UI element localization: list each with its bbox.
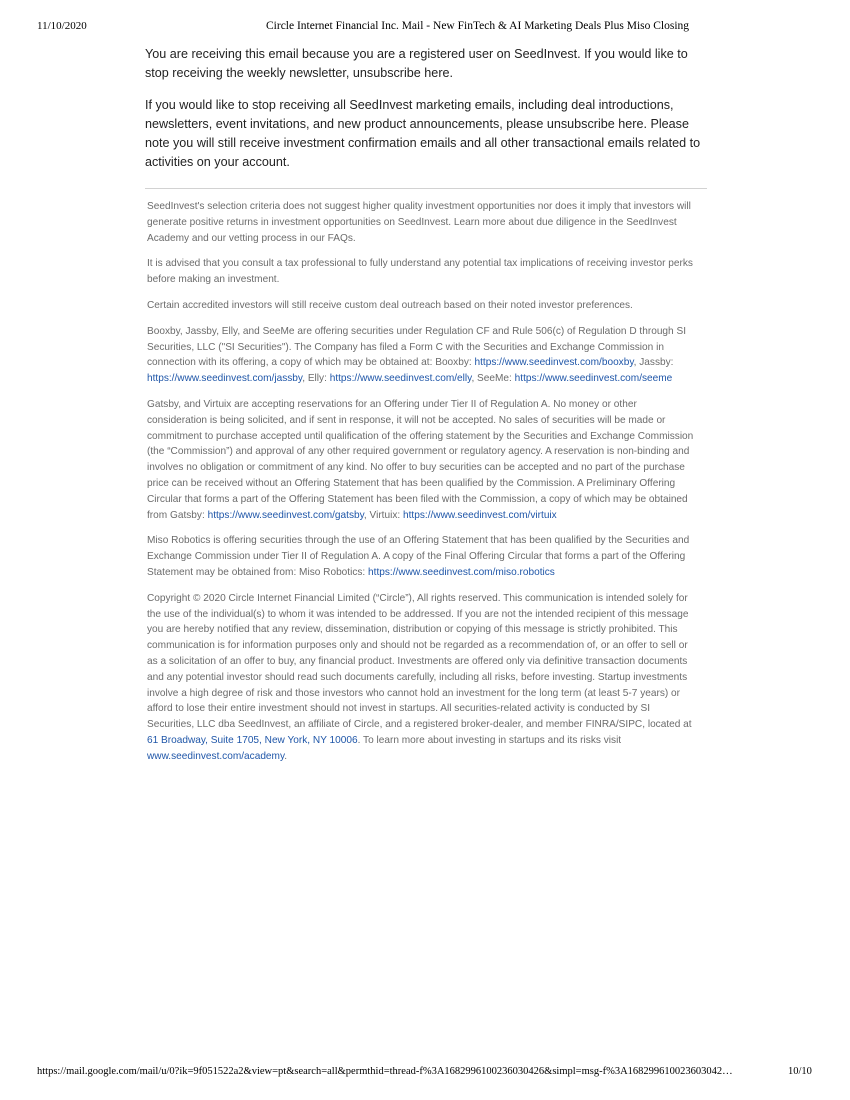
reg-cf-text: , Jassby: (633, 357, 674, 369)
selection-criteria-disclaimer: SeedInvest's selection criteria does not suggest higher quality investment opportunities nor does it imply that investors will generate positive returns in investment opportunities on SeedInvest. Learn more about due diligence in the SeedInvest Academy and our vetting process in our FAQs. (147, 201, 691, 244)
miso-text: Miso Robotics is offering securities through the use of an Offering Statement that has been qualified by the Securities and Exchange Commission under Tier II of Regulation A. A copy of the Final Offering Circular that forms a part of the Offering Statement may be obtained from: Miso Robotics: (147, 535, 690, 578)
reg-cf-text: , Elly: (302, 373, 330, 385)
reg-cf-text: , SeeMe: (471, 373, 515, 385)
copyright-text: . (284, 750, 288, 762)
marketing-unsubscribe-notice: If you would like to stop receiving all SeedInvest marketing emails, including deal introductions, newsletters, event invitations, and new product announcements, please unsubscribe here. Please note you will still receive investment confirmation emails and all other transactional emails related to activities on your account. (145, 98, 701, 169)
page-number: 10/10 (788, 1066, 812, 1077)
seeme-link[interactable]: https://www.seedinvest.com/seeme (514, 373, 673, 385)
print-date: 11/10/2020 (37, 20, 87, 32)
booxby-link[interactable]: https://www.seedinvest.com/booxby (474, 357, 634, 369)
virtuix-link[interactable]: https://www.seedinvest.com/virtuix (403, 509, 557, 521)
accredited-investor-note: Certain accredited investors will still receive custom deal outreach based on their noted investor preferences. (147, 299, 633, 311)
reg-a-text: Gatsby, and Virtuix are accepting reservations for an Offering under Tier II of Regulation A. No money or other consideration is being solicited, and if sent in response, it will not be accepted. No sales of securities will be made or commitment to purchase accepted until qualification of the offering statement by the Securities and Exchange Commission (the “Commission”) and approval of any other required government or regulatory agency. A reservation is non-binding and involves no obligation or commitment of any kind. No offer to buy securities can be accepted and no part of the purchase price can be received without an Offering Statement that has been qualified by the Commission. A Preliminary Offering Circular that forms a part of the Offering Statement has been filed with the Commission, a copy of which may be obtained from Gatsby: (147, 398, 694, 521)
tax-disclaimer: It is advised that you consult a tax professional to fully understand any potential tax implications of receiving investor perks before making an investment. (147, 258, 693, 286)
newsletter-unsubscribe-notice: You are receiving this email because you are a registered user on SeedInvest. If you would like to stop receiving the weekly newsletter, unsubscribe here. (145, 47, 688, 80)
email-body (145, 45, 707, 775)
print-footer-url: https://mail.google.com/mail/u/0?ik=9f051522a2&view=pt&search=all&permthid=thread-f%3A1682996100236030426&simpl=msg-f%3A168299610023603042… (37, 1066, 733, 1077)
regulation-cf-disclaimer (147, 324, 699, 387)
legal-disclaimer (145, 189, 699, 765)
regulation-a-reservation-disclaimer (147, 397, 699, 523)
reg-a-text: , Virtuix: (363, 509, 404, 521)
print-page-title: Circle Internet Financial Inc. Mail - New FinTech & AI Marketing Deals Plus Miso Closing (266, 20, 690, 32)
copyright-text: Copyright © 2020 Circle Internet Financial Limited (“Circle”), All rights reserved. This communication is intended solely for the use of the individual(s) to whom it was intended to be addressed. If you are not the intended recipient of this message you are hereby notified that any review, dissemination, distribution or copying of this message is strictly prohibited. This communication is for information purposes only and should not be regarded as a recommendation of, or an offer to sell or as a solicitation of an offer to buy, any financial product. Investments are offered only via definitive transaction documents and any potential investor should read such documents carefully, including all risks, before investing. Startup investments involve a high degree of risk and those investors who cannot hold an investment for the long term (at least 5-7 years) or afford to lose their entire investment should not invest in startups. All securities-related activity is conducted by SI Securities, LLC dba SeedInvest, an affiliate of Circle, and a registered broker-dealer, and member FINRA/SIPC, located at (147, 592, 692, 731)
academy-link[interactable]: www.seedinvest.com/academy (147, 750, 285, 762)
gatsby-link[interactable]: https://www.seedinvest.com/gatsby (207, 509, 364, 521)
jassby-link[interactable]: https://www.seedinvest.com/jassby (147, 373, 303, 385)
miso-robotics-disclaimer (147, 533, 699, 580)
copyright-notice (147, 591, 699, 765)
elly-link[interactable]: https://www.seedinvest.com/elly (329, 373, 472, 385)
address-link[interactable]: 61 Broadway, Suite 1705, New York, NY 10006 (147, 734, 358, 746)
reg-cf-text: Booxby, Jassby, Elly, and SeeMe are offering securities under Regulation CF and Rule 506(c) of Regulation D through SI Securities, LLC ("SI Securities"). The Company has filed a Form C with the Securities and Exchange Commission in connection with its offering, a copy of which may be obtained at: Booxby: (147, 325, 686, 369)
copyright-text: . To learn more about investing in startups and its risks visit (357, 734, 622, 746)
miso-robotics-link[interactable]: https://www.seedinvest.com/miso.robotics (368, 566, 555, 578)
